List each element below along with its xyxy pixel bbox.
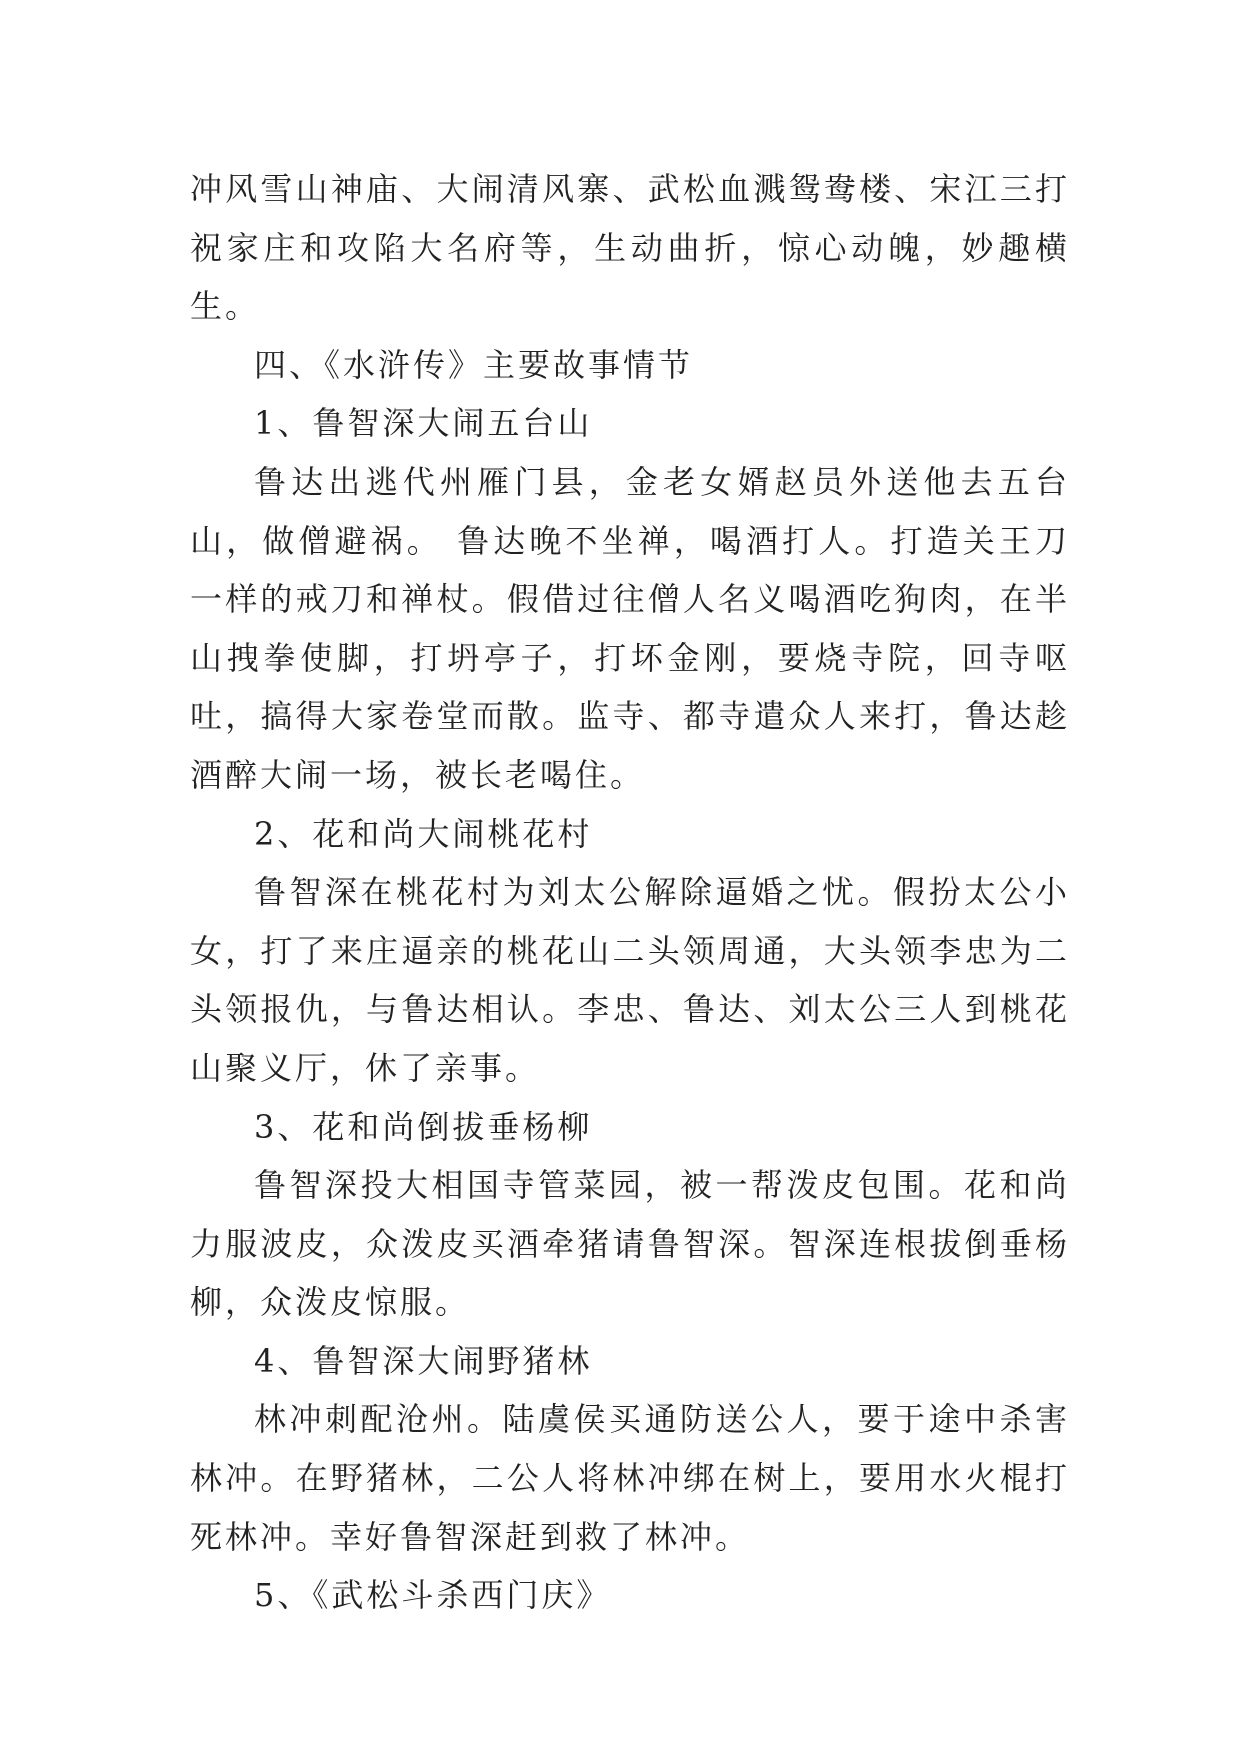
paragraph-continuation: 冲风雪山神庙、大闹清风寨、武松血溅鸳鸯楼、宋江三打祝家庄和攻陷大名府等，生动曲折，惊心动魄，妙趣横生。 <box>190 170 1070 326</box>
story-paragraph-2: 鲁智深在桃花村为刘太公解除逼婚之忧。假扮太公小女，打了来庄逼亲的桃花山二头领周通，大头领李忠为二头领报仇，与鲁达相认。李忠、鲁达、刘太公三人到桃花山聚义厅，休了亲事。 <box>190 873 1070 1087</box>
story-paragraph-3: 鲁智深投大相国寺管菜园，被一帮泼皮包围。花和尚力服波皮，众泼皮买酒牵猪请鲁智深。智深连根拔倒垂杨柳，众泼皮惊服。 <box>190 1166 1070 1322</box>
section-heading: 四、《水浒传》主要故事情节 <box>254 345 694 384</box>
story-paragraph-1: 鲁达出逃代州雁门县，金老女婿赵员外送他去五台山，做僧避祸。 鲁达晚不坐禅，喝酒打人。打造关王刀一样的戒刀和禅杖。假借过往僧人名义喝酒吃狗肉，在半山拽拳使脚，打坍亭子，打坏金刚，要烧寺院，回寺呕吐，搞得大家卷堂而散。监寺、都寺遣众人来打，鲁达趁酒醉大闹一场，被长老喝住。 <box>190 462 1070 794</box>
story-heading-5: 5、《武松斗杀西门庆》 <box>254 1576 612 1615</box>
story-heading-1: 1、鲁智深大闹五台山 <box>254 404 593 443</box>
story-heading-4: 4、鲁智深大闹野猪林 <box>254 1341 593 1380</box>
story-paragraph-4: 林冲刺配沧州。陆虞侯买通防送公人，要于途中杀害林冲。在野猪林，二公人将林冲绑在树上，要用水火棍打死林冲。幸好鲁智深赶到救了林冲。 <box>190 1400 1070 1556</box>
story-heading-3: 3、花和尚倒拔垂杨柳 <box>254 1107 593 1146</box>
story-heading-2: 2、花和尚大闹桃花村 <box>254 814 593 853</box>
document-body <box>190 160 1070 1625</box>
